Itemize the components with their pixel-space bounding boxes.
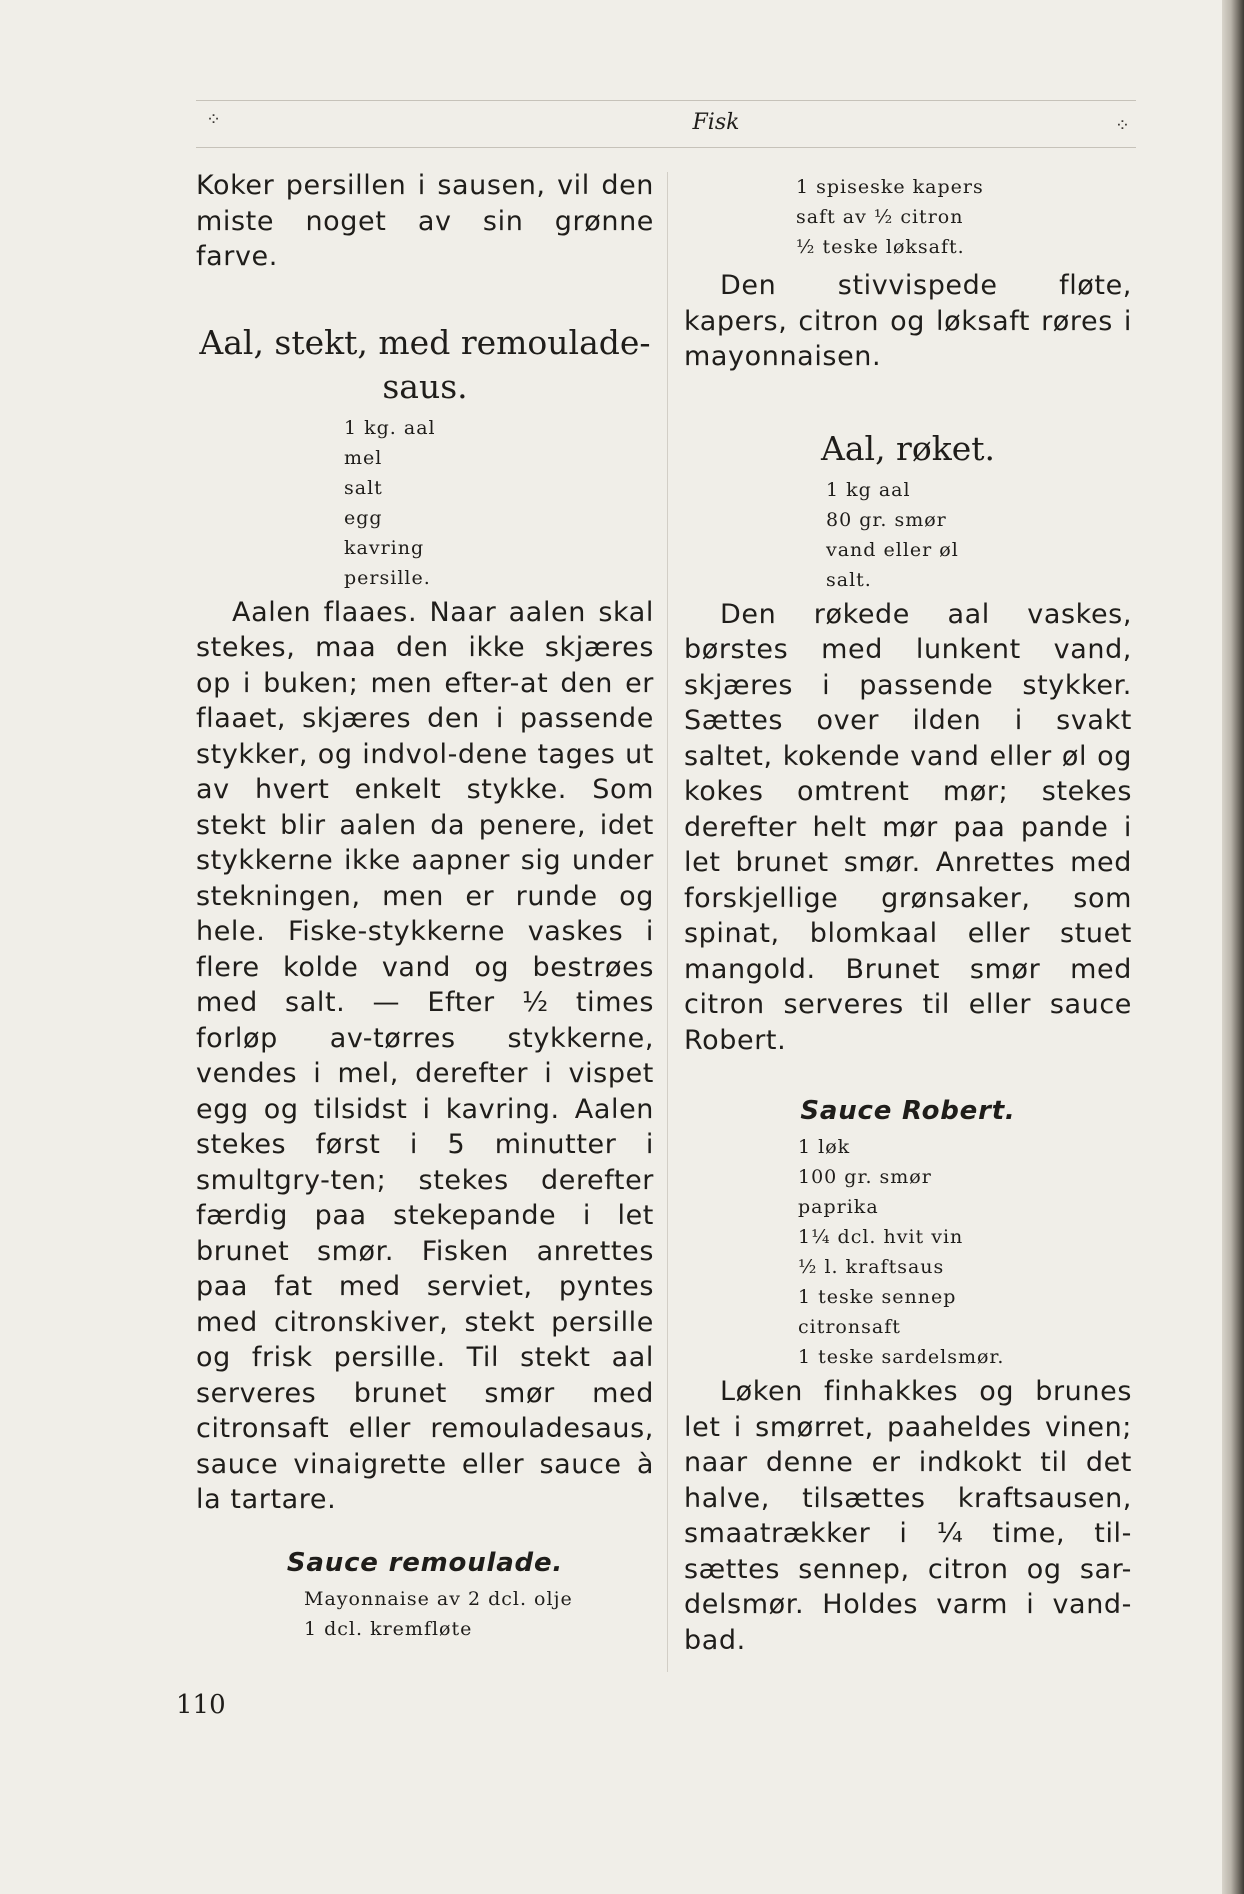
ornament-left-icon: ⁘ (206, 109, 222, 130)
ingredient-item: mel (344, 446, 383, 469)
ingredient-item: 1 løk (798, 1136, 851, 1158)
running-title: Fisk (692, 110, 740, 135)
ingredient-item: 80 gr. smør (826, 508, 947, 531)
intro-paragraph: Koker persillen i sausen, vil den miste noget av sin grønne farve. (196, 170, 654, 272)
left-column (196, 168, 654, 1644)
ingredient-item: salt. (826, 568, 872, 591)
page-number: 110 (176, 1690, 226, 1720)
ingredient-item: 1 teske sardelsmør. (798, 1346, 1005, 1368)
ingredient-item: persille. (344, 566, 431, 589)
ingredient-item: 1 teske sennep (798, 1286, 957, 1308)
ingredient-list-remoulade-continued (796, 172, 1132, 262)
page-header (196, 100, 1136, 148)
recipe-title-aal-roket: Aal, røket. (821, 428, 995, 468)
ingredient-item: 100 gr. smør (798, 1166, 932, 1188)
ingredient-list-sauce-robert (798, 1132, 1132, 1372)
ingredient-item: 1 dcl. kremfløte (304, 1617, 473, 1640)
ingredient-item: ½ teske løksaft. (796, 236, 965, 258)
ingredient-item: saft av ½ citron (796, 206, 964, 228)
ingredient-item: vand eller øl (826, 538, 959, 561)
ornament-right-icon: ⁘ (1114, 115, 1130, 136)
ingredient-item: 1 spiseske kapers (796, 176, 984, 198)
method-paragraph-sauce-robert: Løken finhakkes og brunes let i smørret, paaheldes vinen; naar denne er indkokt til det halve, tilsættes kraftsausen, smaatrækker i ¼ time, til-sættes sennep, citron og sar-delsmør. Holdes varm i vand-bad. (684, 1376, 1132, 1656)
ingredient-item: paprika (798, 1196, 879, 1218)
recipe-title-aal-stekt: Aal, stekt, med remoulade-saus. (199, 322, 651, 406)
recipe-title-sauce-remoulade: Sauce remoulade. (286, 1547, 564, 1578)
ingredient-item: 1¼ dcl. hvit vin (798, 1226, 964, 1248)
method-paragraph-remoulade: Den stivvispede fløte, kapers, citron og løksaft røres i mayonnaisen. (684, 270, 1132, 372)
ingredient-item: salt (344, 476, 383, 499)
recipe-title-sauce-robert: Sauce Robert. (800, 1096, 1016, 1126)
ingredient-item: ½ l. kraftsaus (798, 1256, 945, 1278)
column-divider (667, 172, 668, 1672)
ingredient-item: Mayonnaise av 2 dcl. olje (304, 1587, 573, 1610)
right-column (684, 172, 1132, 1658)
ingredient-list-aal-stekt (344, 413, 654, 593)
page-binding-edge (1222, 0, 1244, 1894)
ingredient-item: 1 kg. aal (344, 416, 436, 439)
ingredient-list-aal-roket (826, 475, 1132, 595)
ingredient-item: 1 kg aal (826, 478, 911, 501)
ingredient-list-sauce-remoulade (304, 1584, 654, 1644)
method-paragraph-aal-stekt: Aalen flaaes. Naar aalen skal stekes, maa den ikke skjæres op i buken; men efter-at den er flaaet, skjæres den i passende stykker, og indvol-dene tages ut av hvert enkelt stykke. Som stekt blir aalen da penere, idet stykkerne ikke aapner sig under stekningen, men er runde og hele. Fiske-stykkerne vaskes i flere kolde vand og bestrøes med salt. — Efter ½ times forløp av-tørres stykkerne, vendes i mel, derefter i vispet egg og tilsidst i kavring. Aalen stekes først i 5 minutter i smultgry-ten; stekes derefter færdig paa stekepande i let brunet smør. Fisken anrettes paa fat med serviet, pyntes med citronskiver, stekt persille og frisk persille. Til stekt aal serveres brunet smør med citronsaft eller remouladesaus, sauce vinaigrette eller sauce à la tartare. (196, 596, 654, 1515)
ingredient-item: citronsaft (798, 1316, 901, 1338)
ingredient-item: egg (344, 506, 383, 529)
ingredient-item: kavring (344, 536, 425, 559)
method-paragraph-aal-roket: Den røkede aal vaskes, børstes med lunkent vand, skjæres i passende stykker. Sættes over ilden i svakt saltet, kokende vand eller øl og kokes omtrent mør; stekes derefter helt mør paa pande i let brunet smør. Anrettes med forskjellige grønsaker, som spinat, blomkaal eller stuet mangold. Brunet smør med citron serveres til eller sauce Robert. (684, 598, 1132, 1056)
